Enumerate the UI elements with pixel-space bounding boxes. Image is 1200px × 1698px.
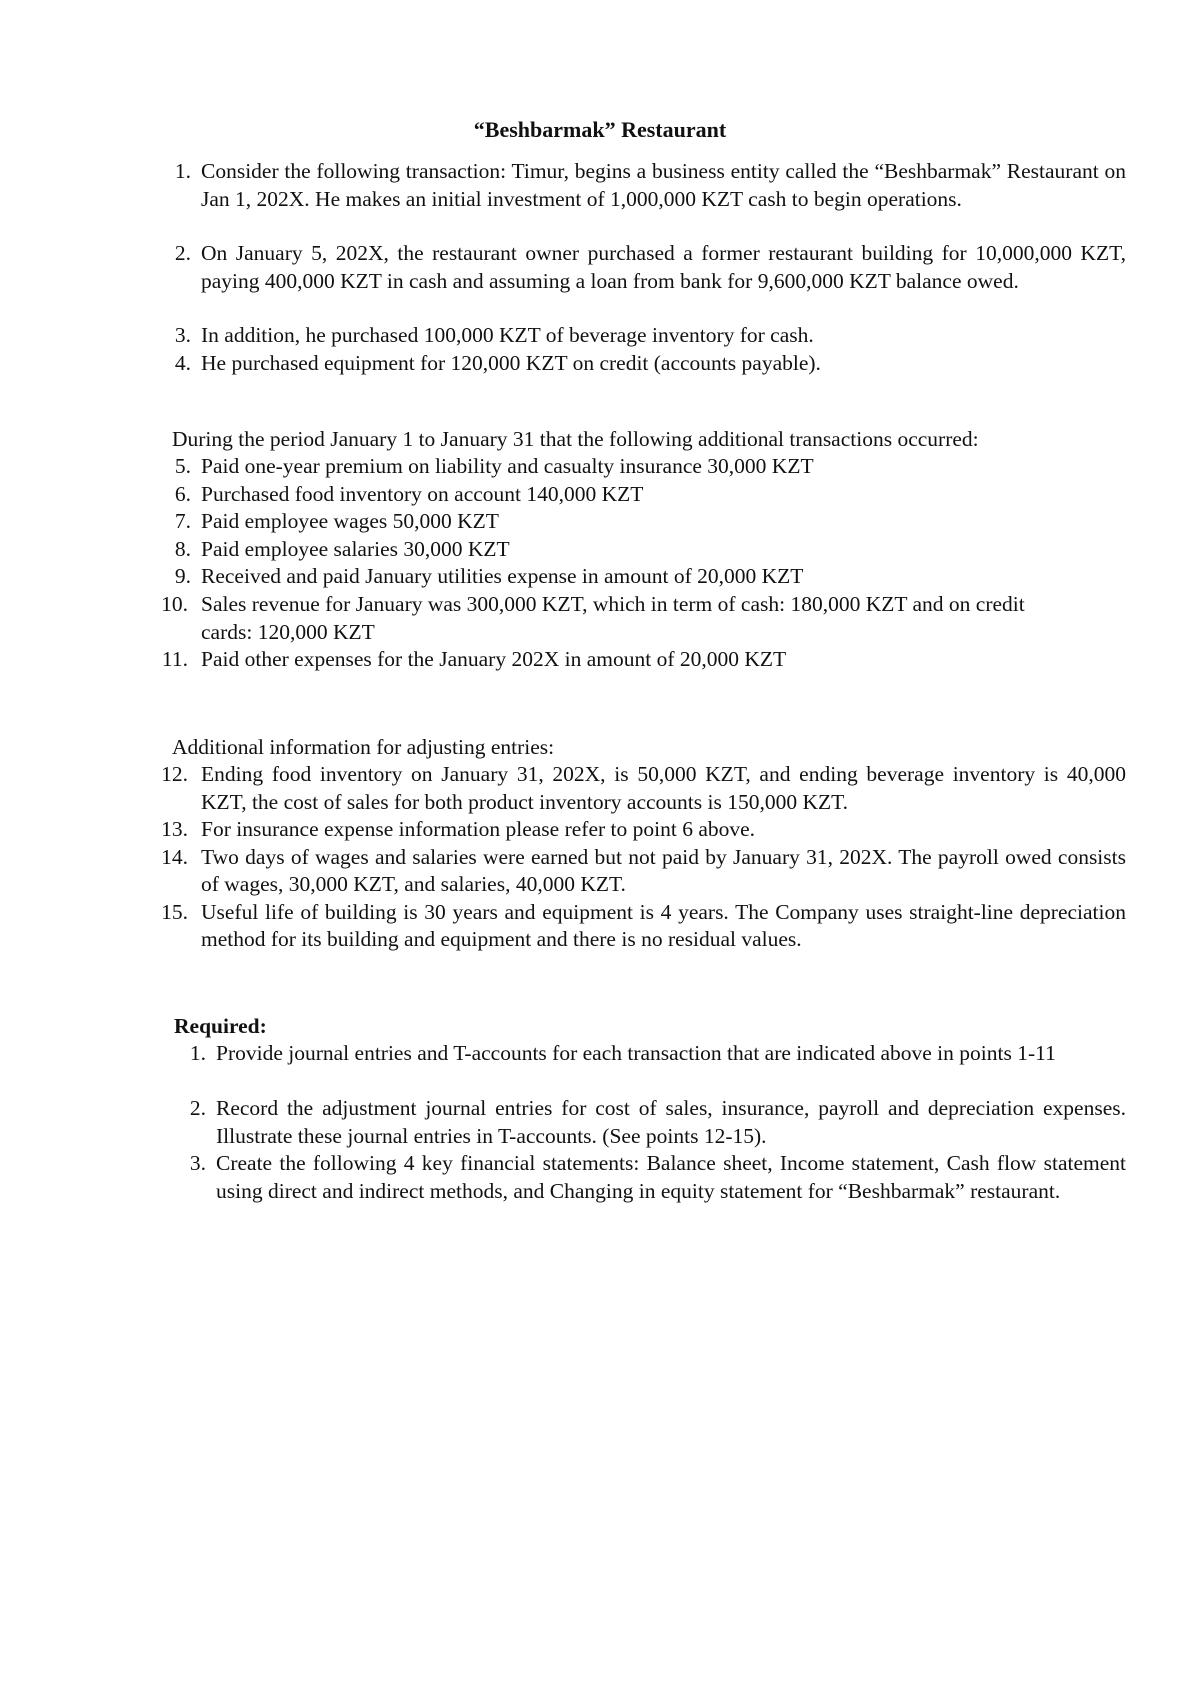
- item-text: Create the following 4 key financial statements: Balance sheet, Income statement, Cash flow statement using direct and indirect methods, and Changing in equity statement for “Beshbarmak” restaurant.: [216, 1151, 1126, 1203]
- item-text: Paid employee wages 50,000 KZT: [201, 509, 499, 534]
- item-text: Provide journal entries and T-accounts for each transaction that are indicated above in points 1-11: [216, 1041, 1056, 1065]
- item-number: 12.: [161, 762, 188, 786]
- item-text: He purchased equipment for 120,000 KZT on credit (accounts payable).: [201, 350, 821, 375]
- item-text: Consider the following transaction: Timur, begins a business entity called the “Beshbarmak” Restaurant on Jan 1, 202X. He makes an initial investment of 1,000,000 KZT cash to begin operations.: [201, 159, 1126, 211]
- item-text: Paid other expenses for the January 202X in amount of 20,000 KZT: [201, 646, 787, 671]
- item-number: 13.: [161, 817, 188, 841]
- adjusting-entries-list: [160, 761, 1126, 954]
- list-item: [175, 1150, 1126, 1205]
- list-item: [160, 322, 1126, 350]
- required-heading: Required:: [174, 1014, 267, 1038]
- list-item: [160, 536, 1126, 564]
- item-text: Ending food inventory on January 31, 202X, is 50,000 KZT, and ending beverage inventory is 40,000 KZT, the cost of sales for both product inventory accounts is 150,000 KZT.: [201, 762, 1126, 814]
- item-number: 6.: [174, 481, 191, 506]
- item-text: In addition, he purchased 100,000 KZT of beverage inventory for cash.: [201, 323, 814, 347]
- period-intro: During the period January 1 to January 31 that the following additional transactions occurred:: [172, 427, 979, 451]
- list-item: [160, 508, 1126, 536]
- item-text: For insurance expense information please refer to point 6 above.: [201, 817, 756, 841]
- list-item: [160, 240, 1126, 322]
- item-number: 7.: [174, 509, 191, 534]
- item-number: 8.: [174, 536, 191, 561]
- list-item: [160, 350, 1126, 378]
- list-item: [160, 899, 1126, 954]
- item-number: 2.: [174, 241, 191, 265]
- item-number: 1.: [189, 1041, 206, 1065]
- list-item: [160, 816, 1126, 844]
- item-number: 2.: [189, 1096, 206, 1120]
- list-item: [175, 1095, 1126, 1150]
- item-text: Purchased food inventory on account 140,000 KZT: [201, 481, 644, 506]
- list-item: [160, 481, 1126, 509]
- list-item: [160, 453, 1126, 481]
- list-item: [160, 591, 1126, 646]
- item-text: Two days of wages and salaries were earned but not paid by January 31, 202X. The payroll owed consists of wages, 30,000 KZT, and salaries, 40,000 KZT.: [201, 844, 1126, 897]
- item-number: 10.: [161, 591, 188, 616]
- item-number: 11.: [161, 646, 188, 671]
- document-title: “Beshbarmak” Restaurant: [473, 117, 727, 142]
- item-text: Useful life of building is 30 years and equipment is 4 years. The Company uses straight-line depreciation method for its building and equipment and there is no residual values.: [201, 899, 1126, 952]
- item-number: 3.: [174, 323, 191, 347]
- item-text: Paid one-year premium on liability and casualty insurance 30,000 KZT: [201, 454, 814, 478]
- item-text: On January 5, 202X, the restaurant owner purchased a former restaurant building for 10,000,000 KZT, paying 400,000 KZT in cash and assuming a loan from bank for 9,600,000 KZT balance owed.: [201, 241, 1126, 293]
- item-text: Sales revenue for January was 300,000 KZT, which in term of cash: 180,000 KZT and on credit cards: 120,000 KZT: [201, 591, 1025, 644]
- item-number: 5.: [174, 454, 191, 478]
- list-item: [160, 158, 1126, 240]
- list-item: [160, 761, 1126, 816]
- adjusting-intro: Additional information for adjusting entries:: [172, 735, 555, 759]
- period-transactions-list: [160, 453, 1126, 674]
- item-number: 4.: [174, 350, 191, 375]
- item-number: 3.: [189, 1151, 206, 1175]
- item-text: Paid employee salaries 30,000 KZT: [201, 536, 510, 561]
- item-number: 9.: [174, 564, 191, 589]
- item-text: Received and paid January utilities expense in amount of 20,000 KZT: [201, 564, 804, 589]
- item-text: Record the adjustment journal entries for cost of sales, insurance, payroll and depreciation expenses. Illustrate these journal entries in T-accounts. (See points 12-15).: [216, 1096, 1126, 1148]
- list-item: [160, 646, 1126, 674]
- required-list: [175, 1040, 1126, 1205]
- list-item: [175, 1040, 1126, 1095]
- list-item: [160, 563, 1126, 591]
- list-item: [160, 844, 1126, 899]
- item-number: 14.: [161, 844, 188, 869]
- item-number: 15.: [161, 899, 188, 924]
- item-number: 1.: [174, 159, 191, 183]
- initial-transactions-list: [160, 158, 1126, 377]
